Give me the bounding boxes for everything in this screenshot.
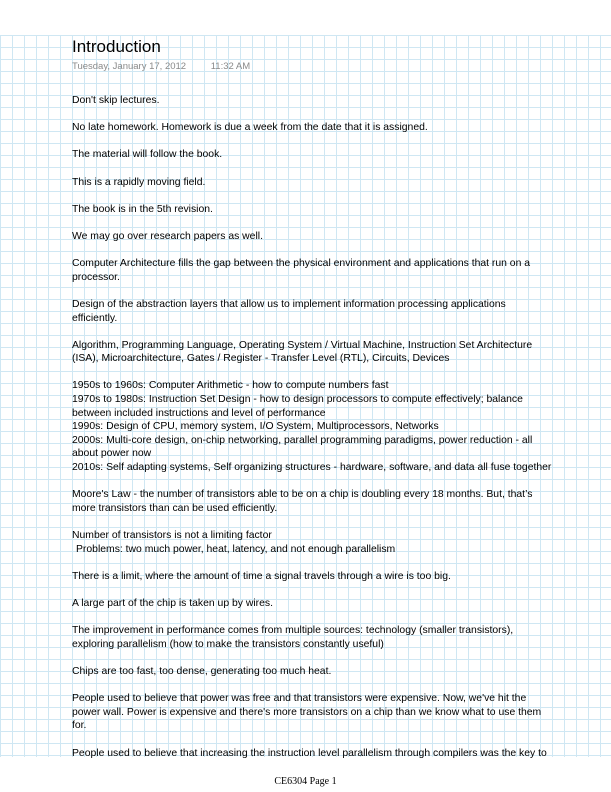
note-line: Don't skip lectures.: [72, 95, 160, 106]
note-paragraph: [72, 257, 552, 284]
note-paragraph: [72, 379, 552, 474]
note-line: Problems: two much power, heat, latency, and not enough parallelism: [76, 543, 396, 555]
page-date: Tuesday, January 17, 2012: [72, 61, 187, 72]
note-line: No late homework. Homework is due a week from the date that it is assigned.: [72, 122, 428, 134]
note-line: This is a rapidly moving field.: [72, 176, 206, 188]
note-line: Moore's Law - the number of transistors able to be on a chip is doubling every 18 months. But, that’s more transistors than can be used efficiently.: [72, 489, 533, 514]
note-line: The book is in the 5th revision.: [72, 203, 213, 215]
note-line: People used to believe that increasing the instruction level parallelism through compilers was the key to: [72, 747, 547, 759]
note-paragraph: [72, 203, 552, 217]
note-line: The improvement in performance comes from multiple sources: technology (smaller transistors), exploring parallelism (how to make the transistors constantly useful): [72, 625, 514, 650]
note-paragraph: [72, 148, 552, 162]
note-line: Computer Architecture fills the gap between the physical environment and applications that run on a processor.: [72, 258, 531, 283]
page-title: Introduction: [72, 37, 161, 56]
note-paragraph: [72, 747, 552, 761]
note-line: 2010s: Self adapting systems, Self organizing structures - hardware, software, and data all fuse together: [72, 462, 552, 474]
note-paragraph: [72, 597, 552, 611]
page-content: [72, 35, 552, 774]
note-paragraph: [72, 339, 552, 366]
note-line: Algorithm, Programming Language, Operating System / Virtual Machine, Instruction Set Architecture (ISA), Microarchitecture, Gates / Register - Transfer Level (RTL), Circuits, Devices: [72, 339, 533, 365]
note-paragraph: [72, 529, 552, 556]
note-paragraph: [72, 624, 552, 651]
note-paragraph: [72, 298, 552, 325]
notes-body: [72, 94, 552, 760]
note-line: 1950s to 1960s: Computer Arithmetic - how to compute numbers fast: [72, 380, 389, 392]
note-paragraph: [72, 692, 552, 733]
note-line: Number of transistors is not a limiting factor: [72, 530, 272, 541]
note-line: Design of the abstraction layers that allow us to implement information processing applications efficiently.: [72, 298, 506, 324]
note-line: 1970s to 1980s: Instruction Set Design - how to design processors to compute effectively; balance between included instructions and level of performance: [72, 394, 523, 419]
note-line: A large part of the chip is taken up by wires.: [72, 597, 273, 609]
note-line: There is a limit, where the amount of time a signal travels through a wire is too big.: [72, 570, 451, 582]
note-line: The material will follow the book.: [72, 149, 223, 161]
page-timestamp: [72, 60, 552, 74]
note-paragraph: [72, 121, 552, 135]
note-paragraph: [72, 665, 552, 679]
note-paragraph: [72, 570, 552, 584]
note-line: 2000s: Multi-core design, on-chip networking, parallel programming paradigms, power reduction - all about power now: [72, 434, 533, 460]
page-time: 11:32 AM: [210, 61, 251, 72]
note-paragraph: [72, 176, 552, 190]
note-line: People used to believe that power was free and that transistors were expensive. Now, we've hit the power wall. Power is expensive and there's more transistors on a chip than we know what to use them for.: [72, 693, 542, 732]
page-footer: CE6304 Page 1: [274, 776, 337, 787]
note-line: 1990s: Design of CPU, memory system, I/O System, Multiprocessors, Networks: [72, 421, 439, 433]
note-line: We may go over research papers as well.: [72, 230, 263, 242]
note-paragraph: [72, 94, 552, 108]
note-paragraph: [72, 230, 552, 244]
note-line: Chips are too fast, too dense, generating too much heat.: [72, 665, 332, 677]
note-paragraph: [72, 488, 552, 515]
